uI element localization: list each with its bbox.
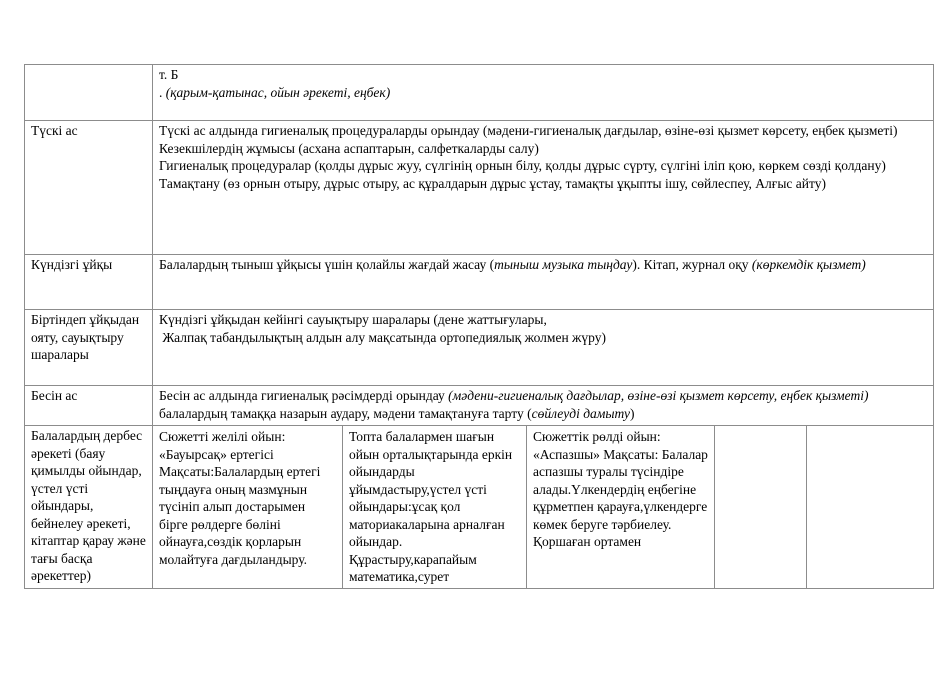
- activity-cell: Топта балалармен шағын ойын орталықтарында еркін ойындарды ұйымдастыру,үстел үсті ойындары:ұсақ қол маториакаларына арналған ойындар. Құрастыру,карапайым математика,сурет: [343, 426, 527, 589]
- activity-cell: Сюжетті желілі ойын: «Бауырсақ» ертегісі Мақсаты:Балалардың ертегі тыңдауға оның мазмұнын түсініп алып достарымен бірге рөлдерге бөліні ойнауға,сөздік қорларын молайтуға дағдыландыру.: [153, 426, 343, 589]
- activity-cell: [715, 426, 807, 589]
- content-line: Кезекшілердің жұмысы (асхана аспаптарын, салфеткаларды салу): [159, 140, 539, 156]
- row-label: Бесін ас: [25, 386, 153, 426]
- text-run: .: [159, 84, 166, 100]
- table-row: [25, 255, 934, 310]
- content-line: [159, 84, 928, 102]
- row-label: Балалардың дербес әрекеті (баяу қимылды ойындар, үстел үсті ойындары, бейнелеу әрекеті, кітаптар қарау және тағы басқа әрекеттер): [25, 426, 153, 589]
- row-content: [153, 121, 934, 255]
- content-line: т. Б: [159, 67, 179, 82]
- row-label: Түскі ас: [25, 121, 153, 255]
- text-run: ). Кітап, журнал оқу: [632, 257, 752, 272]
- row-content: [153, 65, 934, 121]
- row-content: [153, 255, 934, 310]
- row-label: [25, 65, 153, 121]
- table-row: [25, 310, 934, 386]
- row-label: Күндізгі ұйқы: [25, 255, 153, 310]
- italic-text: (қарым-қатынас, ойын әрекеті, еңбек): [165, 84, 391, 100]
- table-row: [25, 121, 934, 255]
- row-label: Біртіндеп ұйқыдан ояту, сауықтыру шаралары: [25, 310, 153, 386]
- italic-text: сөйлеуді дамыту: [531, 405, 630, 421]
- text-run: балалардың тамаққа назарын аудару, мәдени тамақтануға тарту (: [159, 405, 532, 421]
- content-line: Жалпақ табандылықтың алдын алу мақсатында ортопедиялық жолмен жүру): [159, 329, 606, 345]
- row-content: [153, 310, 934, 386]
- daily-schedule-table: [24, 64, 934, 589]
- row-content: [153, 386, 934, 426]
- content-line: Түскі ас алдында гигиеналық процедураларды орындау (мәдени-гигиеналық дағдылар, өзіне-өзі қызмет көрсету, еңбек қызметі): [159, 123, 898, 138]
- table-row: [25, 386, 934, 426]
- content-line: Күндізгі ұйқыдан кейінгі сауықтыру шаралары (дене жаттығулары,: [159, 312, 547, 327]
- italic-text: тыныш музыка тыңдау: [494, 257, 633, 272]
- table-row: [25, 426, 934, 589]
- italic-text: (көркемдік қызмет): [751, 257, 866, 272]
- italic-text: (мәдени-гигиеналық дағдылар, өзіне-өзі қызмет көрсету, еңбек қызметі): [448, 388, 869, 403]
- activity-cell: Сюжеттік рөлді ойын: «Аспазшы» Мақсаты: Балалар аспазшы туралы түсіндіре алады.Үлкендердің еңбегіне құрметпен қарауға,үлкендерге көмек беруге тәрбиелеу. Қоршаған ортамен: [527, 426, 715, 589]
- text-run: Бесін ас алдында гигиеналық рәсімдерді орындау: [159, 388, 449, 403]
- schedule-page: [24, 64, 933, 589]
- content-line: Тамақтану (өз орнын отыру, дұрыс отыру, ас құралдарын дұрыс ұстау, тамақты ұқыпты ішу, сөйлеспеу, Алғыс айту): [159, 175, 826, 191]
- text-run: ): [629, 405, 635, 421]
- content-line: Гигиеналық процедуралар (қолды дұрыс жуу, сүлгінің орнын білу, қолды дұрыс сүрту, сүлгіні іліп қою, көркем сөзді қолдану): [159, 158, 886, 173]
- activity-cell: [807, 426, 934, 589]
- text-run: Балалардың тыныш ұйқысы үшін қолайлы жағдай жасау (: [159, 257, 495, 272]
- table-row: [25, 65, 934, 121]
